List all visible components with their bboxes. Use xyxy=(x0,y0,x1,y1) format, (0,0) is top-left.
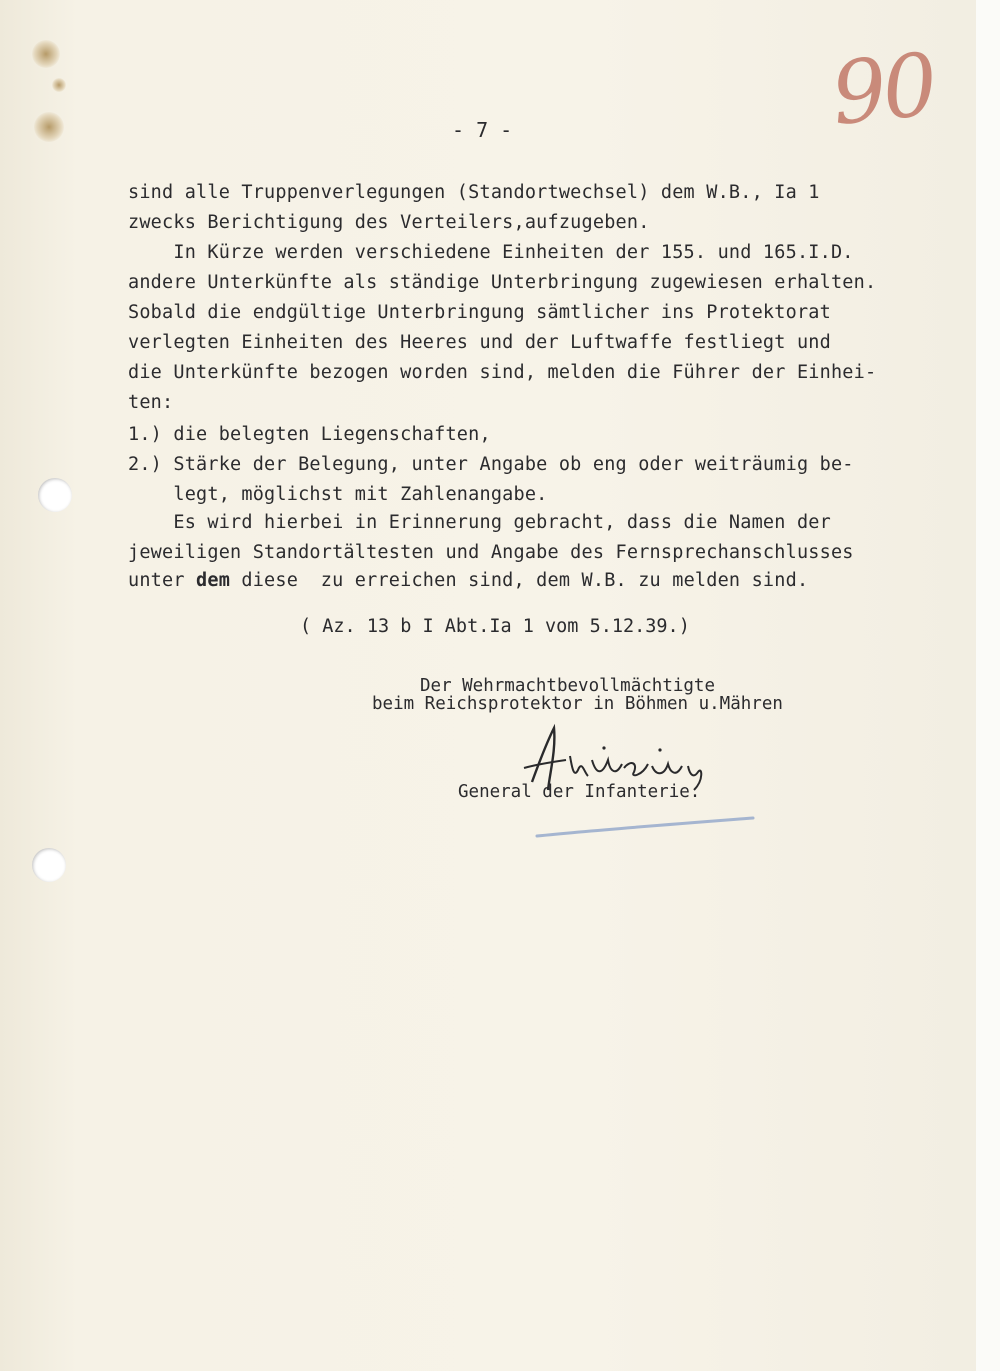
body-line: andere Unterkünfte als ständige Unterbringung zugewiesen erhalten. xyxy=(128,272,877,293)
blue-pencil-stroke xyxy=(535,812,755,842)
body-line: die Unterkünfte bezogen worden sind, melden die Führer der Einhei- xyxy=(128,362,877,383)
last-line-bold: dem xyxy=(196,570,231,591)
body-line: Es wird hierbei in Erinnerung gebracht, dass die Namen der xyxy=(128,512,831,533)
body-line: jeweiligen Standortältesten und Angabe des Fernsprechanschlusses xyxy=(128,542,854,563)
list-item-1: 1.) die belegten Liegenschaften, xyxy=(128,424,491,445)
page-edge xyxy=(976,0,1000,1371)
body-line: zwecks Berichtigung des Verteilers,aufzugeben. xyxy=(128,212,650,233)
signature-rank: General der Infanterie. xyxy=(458,782,701,802)
reference-line: ( Az. 13 b I Abt.Ia 1 vom 5.12.39.) xyxy=(300,616,690,637)
last-line-prefix: unter xyxy=(128,570,197,591)
body-line: verlegten Einheiten des Heeres und der Luftwaffe festliegt und xyxy=(128,332,831,353)
archive-number: 90 xyxy=(827,34,939,146)
body-line: ten: xyxy=(128,392,174,413)
signature-title-2: beim Reichsprotektor in Böhmen u.Mähren xyxy=(372,694,783,714)
last-line-suffix: diese zu erreichen sind, dem W.B. zu melden sind. xyxy=(230,570,809,591)
body-line: sind alle Truppenverlegungen (Standortwechsel) dem W.B., Ia 1 xyxy=(128,182,820,203)
rust-stain xyxy=(52,78,66,92)
body-line: legt, möglichst mit Zahlenangabe. xyxy=(128,484,548,505)
rust-stain xyxy=(34,112,64,142)
punch-hole-icon xyxy=(38,478,72,512)
body-line-last xyxy=(128,570,808,591)
rust-stain xyxy=(32,40,60,68)
signature-title-1: Der Wehrmachtbevollmächtigte xyxy=(420,676,716,696)
body-line: Sobald die endgültige Unterbringung sämtlicher ins Protektorat xyxy=(128,302,831,323)
list-item-2: 2.) Stärke der Belegung, unter Angabe ob eng oder weiträumig be- xyxy=(128,454,854,475)
punch-hole-icon xyxy=(32,848,66,882)
page-number: - 7 - xyxy=(452,118,513,142)
body-line: In Kürze werden verschiedene Einheiten der 155. und 165.I.D. xyxy=(128,242,854,263)
